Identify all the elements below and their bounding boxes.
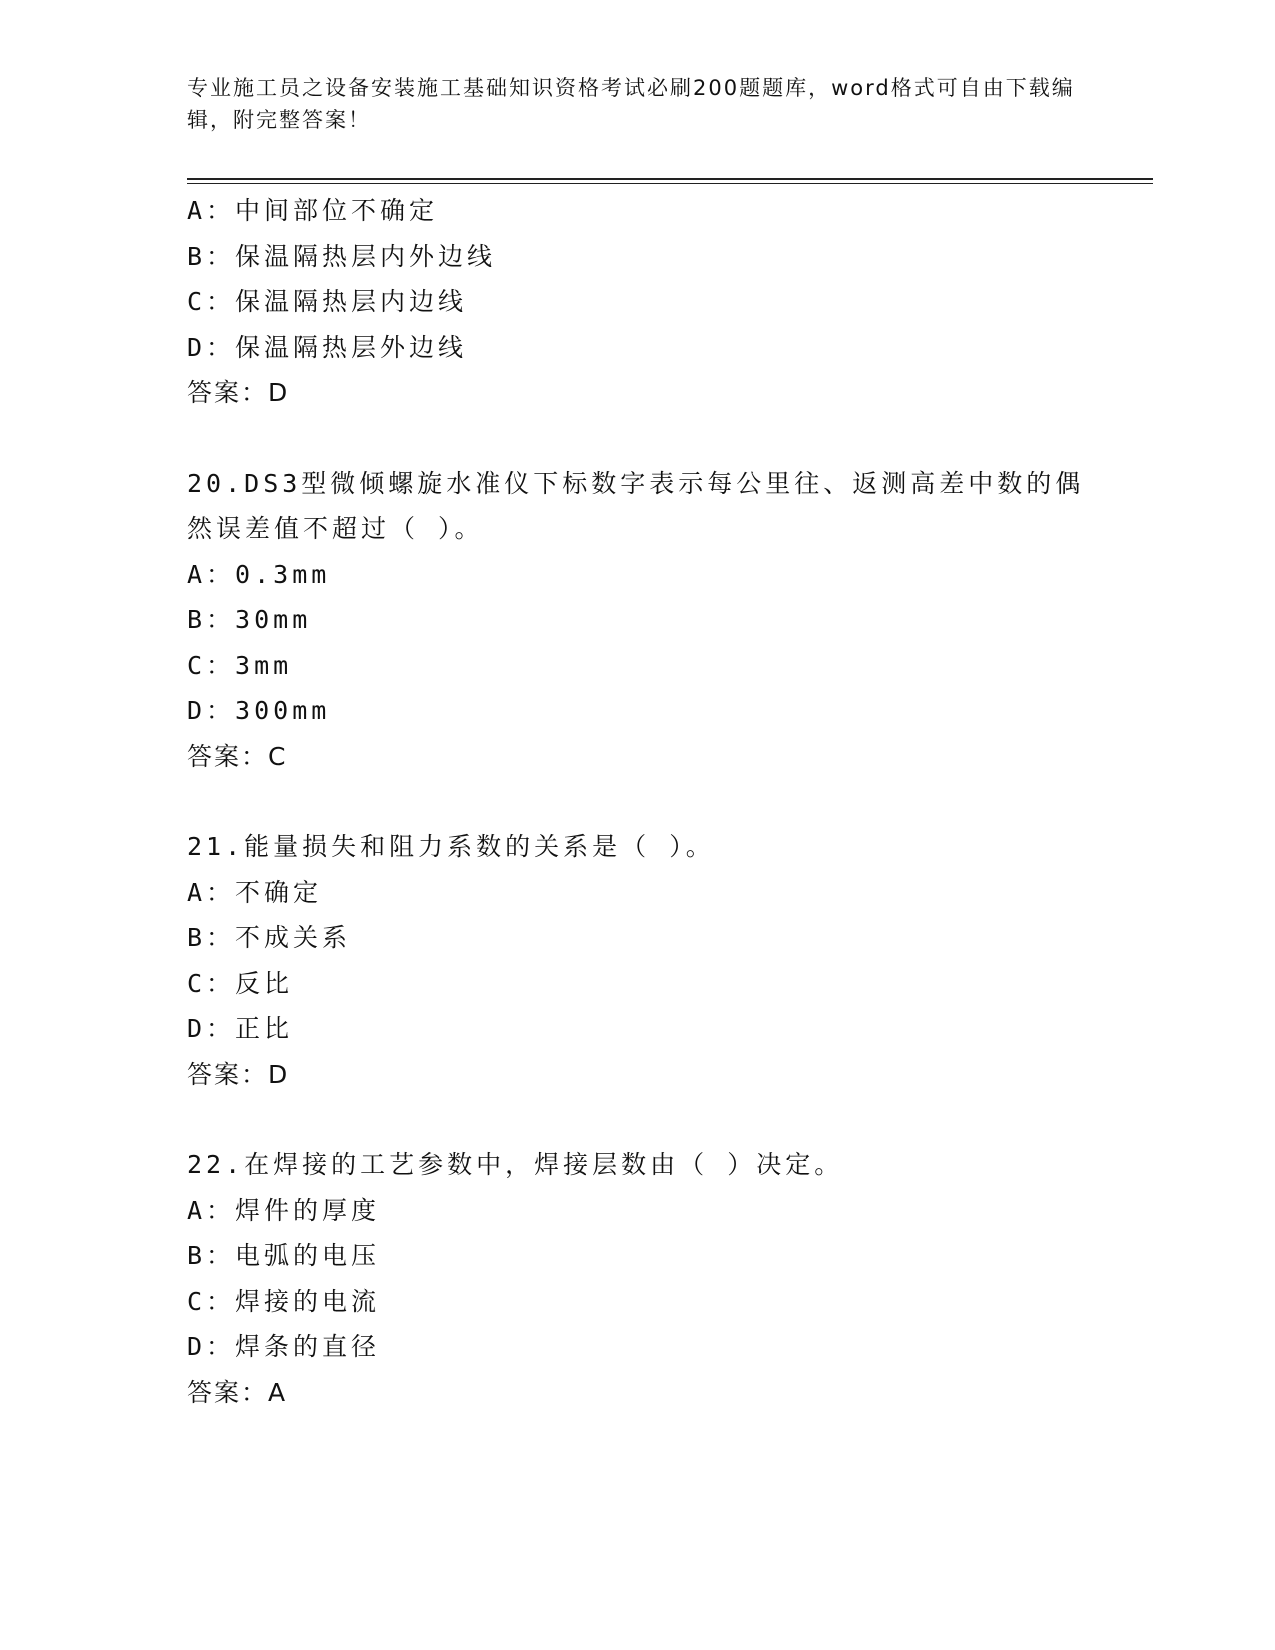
question-21-text: 21.能量损失和阻力系数的关系是（ ）。 bbox=[187, 832, 715, 861]
document-header: 专业施工员之设备安装施工基础知识资格考试必刷200题题库，word格式可自由下载编辑，附完整答案！ bbox=[187, 76, 1075, 132]
option-a: A：0.3mm bbox=[187, 559, 331, 589]
answer: 答案：D bbox=[187, 378, 290, 407]
option-b: B：30mm bbox=[187, 605, 312, 634]
option-d: D：正比 bbox=[187, 1014, 294, 1043]
question-list bbox=[187, 188, 1153, 1415]
option-b: B：不成关系 bbox=[187, 923, 352, 952]
option-c: C：3mm bbox=[187, 650, 293, 680]
header-rule-thick bbox=[187, 178, 1153, 180]
option-a: A：中间部位不确定 bbox=[187, 196, 439, 225]
option-d: D：300mm bbox=[187, 696, 331, 725]
question-20-text: 20.DS3型微倾螺旋水准仪下标数字表示每公里往、返测高差中数的偶然误差值不超过（ ）。 bbox=[187, 468, 1085, 543]
header-rule-thin bbox=[187, 183, 1153, 184]
option-c: C：保温隔热层内边线 bbox=[187, 287, 468, 316]
answer: 答案：D bbox=[187, 1059, 290, 1089]
question-22-text: 22.在焊接的工艺参数中，焊接层数由（ ）决定。 bbox=[187, 1150, 844, 1179]
answer: 答案：A bbox=[187, 1377, 288, 1407]
option-a: A：焊件的厚度 bbox=[187, 1195, 381, 1225]
option-d: D：焊条的直径 bbox=[187, 1332, 381, 1361]
option-b: B：保温隔热层内外边线 bbox=[187, 241, 497, 271]
option-a: A：不确定 bbox=[187, 877, 323, 907]
option-d: D：保温隔热层外边线 bbox=[187, 332, 468, 362]
option-c: C：焊接的电流 bbox=[187, 1286, 381, 1316]
option-b: B：电弧的电压 bbox=[187, 1241, 381, 1270]
option-c: C：反比 bbox=[187, 968, 294, 998]
answer: 答案：C bbox=[187, 741, 288, 771]
